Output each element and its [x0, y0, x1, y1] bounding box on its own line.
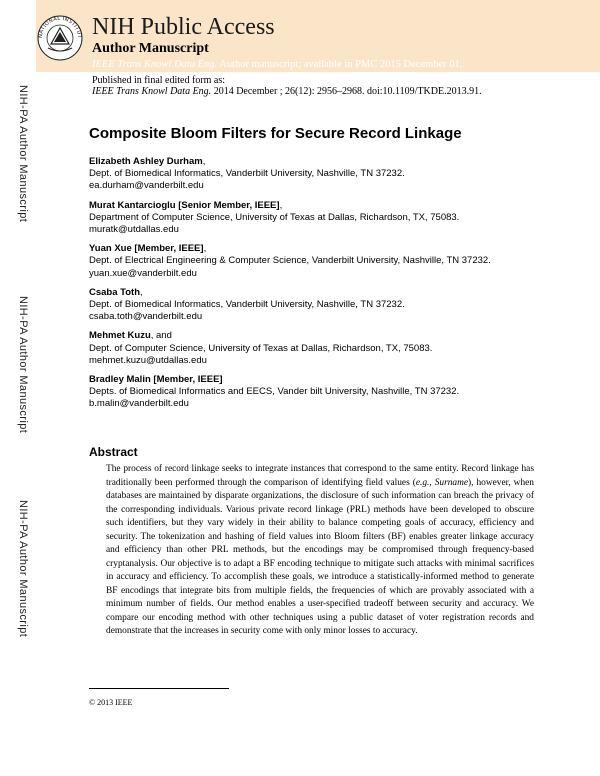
author-email: b.malin@vanderbilt.edu: [89, 398, 189, 410]
author-suffix: ,: [202, 156, 206, 167]
side-watermark-1: NIH-PA Author Manuscript: [17, 85, 29, 223]
citation-journal: IEEE Trans Knowl Data Eng.: [92, 86, 212, 97]
citation-details: 2014 December ; 26(12): 2956–2968. doi:10.1109/TKDE.2013.91.: [213, 86, 482, 97]
nih-public-access-title: NIH Public Access: [92, 14, 275, 40]
author-name: Csaba Toth: [89, 286, 141, 298]
author-entry: [89, 287, 579, 324]
author-affiliation: Dept. of Biomedical Informatics, Vanderbilt University, Nashville, TN 37232.: [89, 168, 405, 180]
paper-title: Composite Bloom Filters for Secure Record Linkage: [89, 125, 462, 142]
author-name: Mehmet Kuzu: [89, 330, 151, 342]
abstract-italic: e.g., Surname: [415, 477, 469, 488]
author-email: ea.durham@vanderbilt.edu: [89, 180, 204, 192]
author-name: Elizabeth Ashley Durham: [89, 156, 203, 167]
author-manuscript-label: Author Manuscript: [92, 41, 209, 56]
nih-logo: [36, 4, 84, 68]
side-watermark-2: NIH-PA Author Manuscript: [17, 296, 29, 434]
author-entry: [89, 200, 579, 237]
author-suffix: ,: [203, 243, 207, 255]
author-affiliation: Dept. of Biomedical Informatics, Vanderbilt University, Nashville, TN 37232.: [89, 299, 405, 311]
availability-text: Author manuscript; available in PMC 2015 December 01.: [219, 59, 463, 70]
author-entry: [89, 156, 579, 193]
author-suffix: ,: [140, 286, 143, 298]
author-suffix: , and: [150, 330, 172, 342]
copyright-notice: © 2013 IEEE: [89, 698, 133, 707]
author-affiliation: Department of Computer Science, University of Texas at Dallas, Richardson, TX, 75083.: [89, 211, 460, 223]
author-list: [89, 156, 579, 418]
journal-availability-line: [92, 59, 462, 71]
author-email: muratk@utdallas.edu: [89, 224, 179, 236]
author-affiliation: Dept. of Computer Science, University of Texas at Dallas, Richardson, TX, 75083.: [89, 342, 433, 354]
author-email: csaba.toth@vanderbilt.edu: [89, 311, 203, 323]
author-name: Murat Kantarcioglu [Senior Member, IEEE]: [89, 199, 280, 211]
author-entry: [89, 243, 579, 280]
author-email: yuan.xue@vanderbilt.edu: [89, 267, 197, 279]
author-entry: [89, 330, 579, 367]
abstract-heading: Abstract: [89, 445, 138, 459]
abstract-part-2: ), however, when databases are maintained by disparate organizations, the disclosure of such information can breach the privacy of the corresponding individuals. Various private record linkage (PRL) methods have been developed to obscure such identifiers, but they vary widely in their ability to balance competing goals of accuracy, efficiency and security. The tokenization and hashing of field values into Bloom filters (BF) enables greater linkage accuracy and efficiency than other PRL methods, but the encodings may be compromised through frequency-based cryptanalysis. Our objective is to adapt a BF encoding technique to mitigate such attacks with minimal sacrifices in accuracy and efficiency. To accomplish these goals, we introduce a statistically-informed method to generate BF encodings that integrate bits from multiple fields, the frequencies of which are provably associated with a minimum number of fields. Our method enables a user-specified tradeoff between security and accuracy. We compare our encoding method with other techniques using a public dataset of voter registration records and demonstrate that the increases in security come with only minor losses to accuracy.: [106, 477, 534, 636]
published-label: Published in final edited form as:: [92, 75, 226, 86]
author-affiliation: Depts. of Biomedical Informatics and EECS, Vander bilt University, Nashville, TN 37232.: [89, 386, 460, 398]
author-affiliation: Dept. of Electrical Engineering & Computer Science, Vanderbilt University, Nashville, TN 37232.: [89, 255, 491, 267]
abstract-body: [106, 463, 534, 639]
logo-text: NATIONAL INSTITUT: [37, 15, 83, 39]
author-suffix: ,: [279, 199, 283, 211]
author-name: Bradley Malin [Member, IEEE]: [89, 374, 223, 386]
side-watermark-3: NIH-PA Author Manuscript: [17, 500, 29, 638]
author-name: Yuan Xue [Member, IEEE]: [89, 243, 204, 255]
nih-seal-icon: [36, 4, 84, 68]
author-entry: [89, 374, 579, 411]
abstract-part-1: The process of record linkage seeks to integrate instances that correspond to the same entity. Record linkage has traditionally been performed through the comparison of identifying field values (: [106, 464, 534, 488]
citation: [92, 86, 482, 98]
author-email: mehmet.kuzu@utdallas.edu: [89, 354, 207, 366]
journal-abbrev: IEEE Trans Knowl Data Eng.: [92, 59, 218, 70]
footnote-rule: [89, 688, 229, 689]
